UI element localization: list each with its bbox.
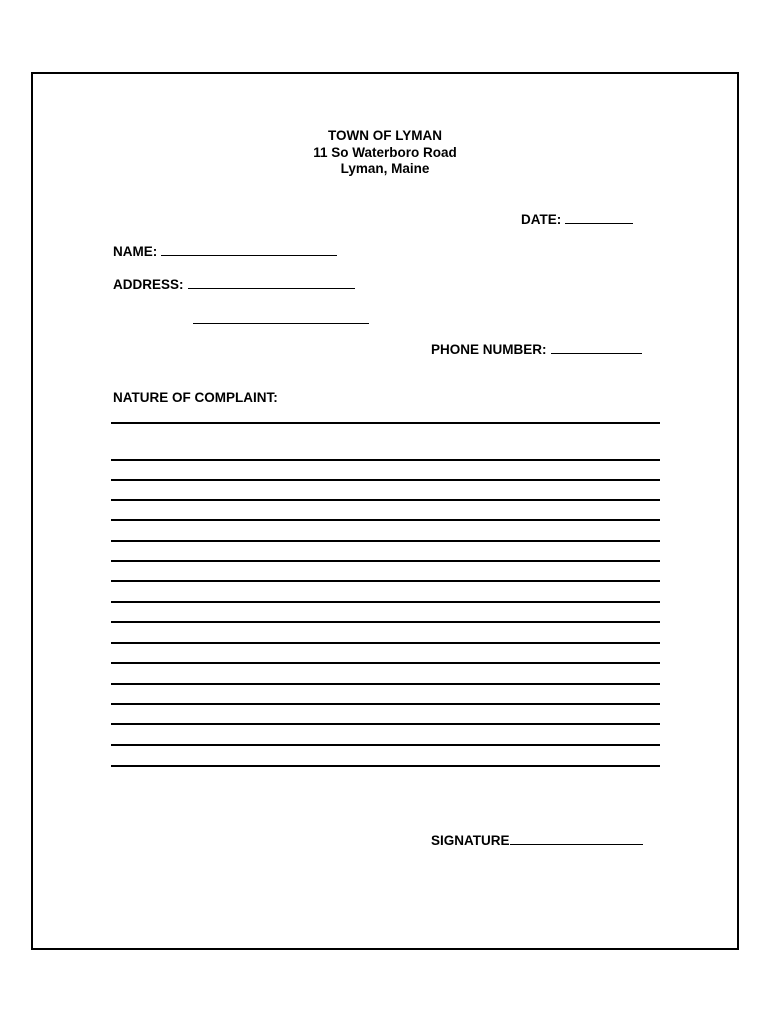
name-field: [113, 243, 337, 260]
address-blank[interactable]: [188, 276, 355, 289]
complaint-line[interactable]: [111, 765, 660, 767]
org-street: 11 So Waterboro Road: [313, 145, 457, 160]
phone-blank[interactable]: [551, 341, 642, 354]
complaint-line[interactable]: [111, 744, 660, 746]
complaint-line[interactable]: [111, 683, 660, 685]
form-page: [31, 72, 739, 950]
date-field: [521, 211, 633, 228]
complaint-field: [113, 390, 278, 406]
phone-field: [431, 341, 642, 358]
complaint-line[interactable]: [111, 723, 660, 725]
name-blank[interactable]: [161, 243, 337, 256]
address-line-2-blank[interactable]: [193, 323, 369, 324]
complaint-line[interactable]: [111, 519, 660, 521]
complaint-line[interactable]: [111, 422, 660, 424]
signature-blank[interactable]: [510, 832, 643, 845]
complaint-line[interactable]: [111, 499, 660, 501]
complaint-line[interactable]: [111, 479, 660, 481]
address-field: [113, 276, 355, 293]
complaint-line[interactable]: [111, 560, 660, 562]
complaint-line[interactable]: [111, 642, 660, 644]
complaint-line[interactable]: [111, 601, 660, 603]
org-city: Lyman, Maine: [340, 161, 430, 176]
address-label: ADDRESS:: [113, 277, 184, 292]
phone-label: PHONE NUMBER:: [431, 342, 547, 357]
complaint-label: NATURE OF COMPLAINT:: [113, 390, 278, 405]
signature-label: SIGNATURE: [431, 833, 510, 848]
complaint-line[interactable]: [111, 621, 660, 623]
name-label: NAME:: [113, 244, 158, 259]
date-label: DATE:: [521, 212, 562, 227]
date-blank[interactable]: [565, 211, 633, 224]
complaint-line[interactable]: [111, 459, 660, 461]
complaint-line[interactable]: [111, 703, 660, 705]
complaint-line[interactable]: [111, 540, 660, 542]
org-name: TOWN OF LYMAN: [328, 128, 442, 143]
complaint-line[interactable]: [111, 580, 660, 582]
signature-field: [431, 832, 643, 849]
complaint-line[interactable]: [111, 662, 660, 664]
